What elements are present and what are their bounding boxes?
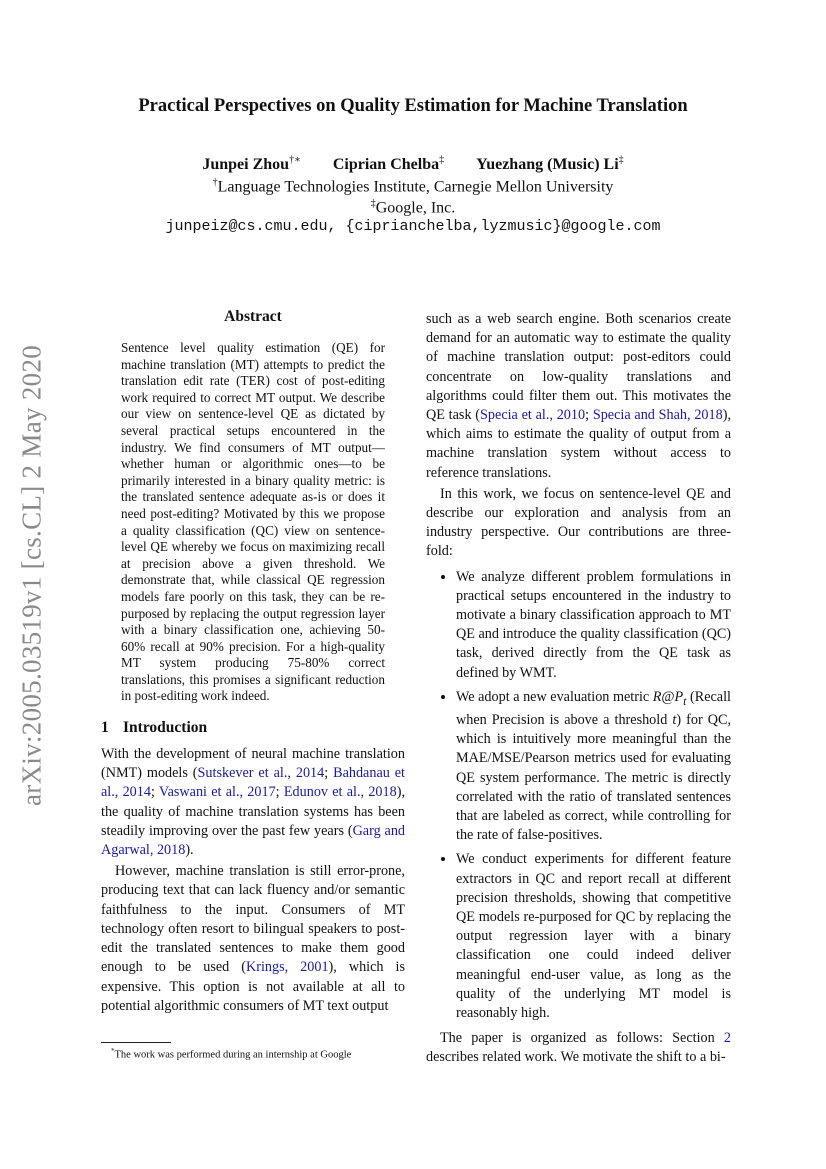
left-column <box>101 308 405 1016</box>
text-run: ), which aims to estimate the quality of output from a machine translation system without access to reference translations. <box>426 407 731 481</box>
intro-paragraph-2 <box>101 862 405 1016</box>
section-number: 1 <box>101 719 109 737</box>
author-emails: junpeiz@cs.cmu.edu, {ciprianchelba,lyzmusic}@google.com <box>165 218 661 235</box>
paper-title: Practical Perspectives on Quality Estimation for Machine Translation <box>138 96 688 116</box>
citation-link[interactable]: Bahdanau et al., 2014 <box>101 765 406 801</box>
text-run: (Recall when Precision is above a threshold <box>456 688 731 728</box>
contribution-item-1: • We analyze different problem formulations in practical setups encountered in the industry to motivate a binary classification approach to MT QE and introduce the quality classification (QC) task, derived directly from the QE task as defined by WMT. <box>456 568 731 683</box>
citation-link[interactable]: Sutskever et al., 2014 <box>197 765 325 782</box>
section-heading-introduction <box>101 719 405 737</box>
footnote-mark: * <box>111 1047 115 1055</box>
author-3 <box>476 156 624 173</box>
affiliation-text: Language Technologies Institute, Carnegie Mellon University <box>217 178 614 196</box>
affiliation-text: Google, Inc. <box>375 199 456 217</box>
metric-subscript: t <box>683 693 687 708</box>
text-run: describes related work. We motivate the shift to a bi- <box>426 1049 726 1066</box>
author-name: Junpei Zhou <box>202 156 290 174</box>
citation-link[interactable]: Vaswani et al., 2017 <box>158 784 276 801</box>
text-run: The paper is organized as follows: Section <box>440 1030 724 1047</box>
text-run: ). <box>185 842 194 859</box>
abstract-heading: Abstract <box>224 308 282 325</box>
author-name: Yuezhang (Music) Li <box>476 156 619 174</box>
affiliation-2 <box>60 198 766 217</box>
citation-link[interactable]: Edunov et al., 2018 <box>283 784 397 801</box>
intro-paragraph-1 <box>101 745 405 860</box>
affiliation-mark: ‡ <box>370 198 376 209</box>
text-run: such as a web search engine. Both scenarios create demand for an automatic way to estimate the quality of machine translation output: post-editors could concentrate on low-quality translations and algorithms could filter them out. This motivates the QE task ( <box>426 311 731 424</box>
contribution-item-3: • We conduct experiments for different feature extractors in QC and report recall at different precision thresholds, showing that competitive QE models re-purposed for QC by replacing the output regression layer with a binary classification one could indeed deliver meaningful end-user value, as long as the quality of the underlying MT model is reasonably high. <box>456 850 731 1023</box>
section-reference-link[interactable]: 2 <box>723 1030 731 1047</box>
arxiv-identifier: arXiv:2005.03519v1 [cs.CL] 2 May 2020 <box>16 344 47 806</box>
right-column <box>426 310 731 1068</box>
footnote <box>111 1047 351 1061</box>
author-mark: ‡ <box>618 155 624 166</box>
author-mark: ‡ <box>439 155 445 166</box>
citation-link[interactable]: Specia and Shah, 2018 <box>592 407 723 424</box>
affiliation-1 <box>60 177 766 196</box>
text-run: ; <box>585 407 593 424</box>
text-run: ), the quality of machine translation systems has been steadily improving over the past few years ( <box>101 784 405 839</box>
right-paragraph-2: In this work, we focus on sentence-level QE and describe our exploration and analysis from an industry perspective. Our contributions are three-fold: <box>426 485 731 560</box>
text-run: ) for QC, which is intuitively more meaningful than the MAE/MSE/Pearson metrics used for evaluating QE system performance. The metric is directly correlated with the ratio of translated sentences that are labeled as correct, while controlling for the rate of false-positives. <box>456 711 732 844</box>
text-run: ), which is expensive. This option is not available at all to potential algorithmic consumers of MT text output <box>101 959 405 1014</box>
metric-symbol: R@P <box>652 688 684 705</box>
author-2 <box>333 156 444 173</box>
threshold-symbol: t <box>672 711 677 728</box>
affiliation-mark: † <box>212 177 218 188</box>
footnote-text: The work was performed during an internship at Google <box>114 1049 352 1061</box>
citation-link[interactable]: Garg and Agarwal, 2018 <box>101 822 406 859</box>
right-paragraph-1 <box>426 310 731 483</box>
text-run: ; <box>150 784 159 801</box>
author-name: Ciprian Chelba <box>332 156 440 174</box>
footnote-divider <box>101 1042 171 1043</box>
text-run: However, machine translation is still error-prone, producing text that can lack fluency and/or semantic faithfulness to the input. Consumers of MT technology often resort to bilingual speakers to post-edit the translated sentences to make them good enough to be used ( <box>101 863 405 976</box>
citation-link[interactable]: Specia et al., 2010 <box>480 407 586 424</box>
text-run: We adopt a new evaluation metric <box>456 688 653 705</box>
text-run: With the development of neural machine translation (NMT) models ( <box>101 746 405 782</box>
author-list <box>60 155 766 174</box>
contribution-item-2 <box>456 688 731 845</box>
citation-link[interactable]: Krings, 2001 <box>245 959 329 976</box>
right-paragraph-3 <box>426 1029 731 1067</box>
text-run: ; <box>324 765 334 782</box>
abstract-text: Sentence level quality estimation (QE) for machine translation (MT) attempts to predict the translation edit rate (TER) cost of post-editing work required to correct MT output. We describe our view on sentence-level QE as dictated by several practical setups encountered in the industry. We find consumers of MT output—whether human or algorithmic ones—to be primarily interested in a binary quality metric: is the translated sentence adequate as-is or does it need post-editing? Motivated by this we propose a quality classification (QC) view on sentence-level QE whereby we focus on maximizing recall at precision above a given threshold. We demonstrate that, while classical QE regression models fare poorly on this task, they can be re-purposed by replacing the output regression layer with a binary classification one, achieving 50-60% recall at 90% precision. For a high-quality MT system producing 75-80% correct translations, this promises a significant reduction in post-editing work indeed. <box>121 340 385 704</box>
author-1 <box>202 156 301 173</box>
section-title: Introduction <box>123 719 208 737</box>
contributions-list <box>426 568 731 1024</box>
text-run: ; <box>275 784 284 801</box>
author-mark: †∗ <box>289 155 301 166</box>
